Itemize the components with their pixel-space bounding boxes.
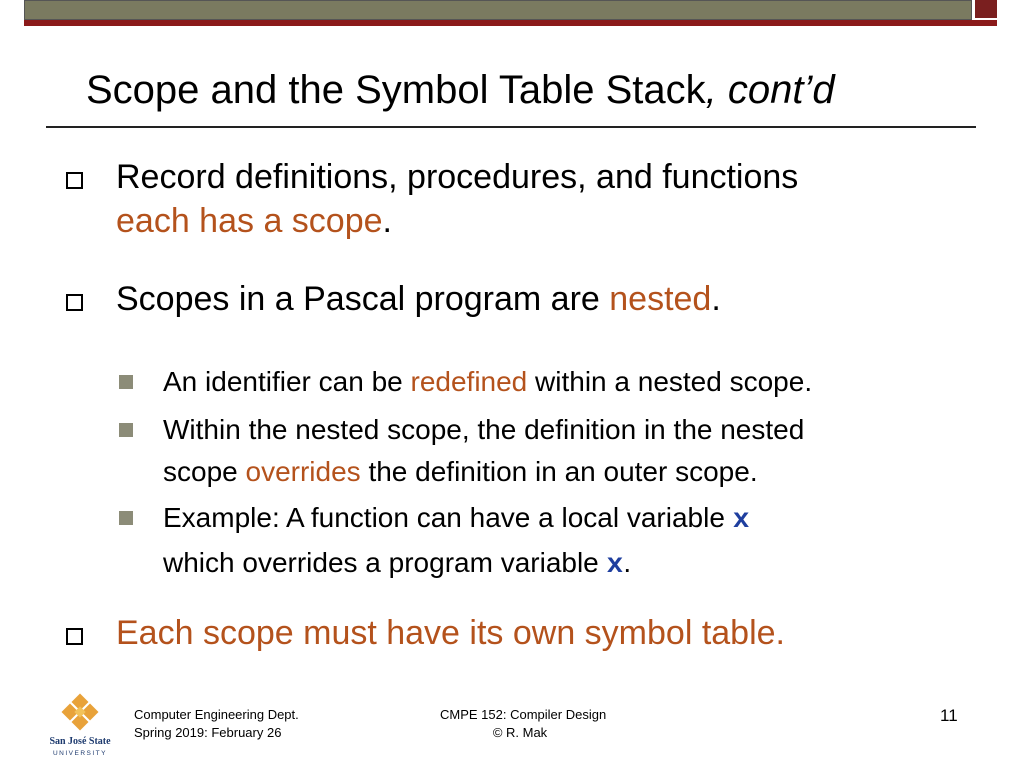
bullet-1-accent: each has a scope [116, 202, 383, 240]
bullet-2-text: Scopes in a Pascal program are [116, 280, 610, 318]
bullet-1-end: . [382, 202, 392, 240]
bullet-3 [116, 611, 976, 655]
footer-left [134, 706, 299, 742]
sub-bullet-2-pre: scope [163, 456, 246, 487]
filled-square-bullet-icon [119, 423, 133, 437]
sub-bullet-1-accent: redefined [410, 366, 528, 397]
sub-bullet-3-end: . [623, 547, 632, 578]
sub-bullet-1-post: within a nested scope. [527, 366, 813, 397]
footer-course: CMPE 152: Compiler Design [440, 707, 607, 722]
footer-center [440, 706, 607, 742]
sub-bullet-1 [163, 361, 983, 403]
logo-text-line2: UNIVERSITY [52, 750, 108, 757]
title-main: Scope and the Symbol Table Stack [86, 68, 706, 112]
bullet-1-line1: Record definitions, procedures, and functions [116, 158, 799, 196]
sub-bullet-3-pre: Example: A function can have a local variable [163, 502, 733, 533]
sub-bullet-3-line2 [163, 542, 983, 587]
hollow-square-bullet-icon [66, 294, 83, 311]
bullet-2-end: . [711, 280, 721, 318]
footer-date: Spring 2019: February 26 [134, 725, 282, 740]
filled-square-bullet-icon [119, 511, 133, 525]
sub-bullet-2-post: the definition in an outer scope. [360, 456, 758, 487]
sub-bullet-2-accent: overrides [245, 456, 361, 487]
code-variable-x: x [606, 550, 624, 581]
hollow-square-bullet-icon [66, 172, 83, 189]
title-underline [46, 126, 976, 128]
sub-bullet-3-line2-pre: which overrides a program variable [163, 547, 607, 578]
logo-text-line1: San José State [49, 736, 111, 747]
sub-bullet-3-line1 [163, 497, 983, 542]
top-corner-accent [975, 0, 997, 18]
sjsu-logo [40, 690, 120, 760]
bullet-1-line2 [116, 199, 976, 243]
sub-bullet-1-pre: An identifier can be [163, 366, 411, 397]
top-rule [24, 20, 997, 26]
title-suffix: , cont’d [705, 68, 835, 112]
sub-bullet-2-line1: Within the nested scope, the definition in the nested [163, 414, 805, 445]
sub-bullet-2-line2 [163, 451, 983, 493]
filled-square-bullet-icon [119, 375, 133, 389]
sub-bullet-3 [163, 497, 983, 587]
bullet-2 [116, 277, 976, 321]
bullet-2-accent: nested [609, 280, 712, 318]
bullet-3-accent: Each scope must have its own symbol table. [116, 614, 785, 652]
footer-dept: Computer Engineering Dept. [134, 707, 299, 722]
footer-author: © R. Mak [492, 725, 548, 740]
slide-title [86, 64, 986, 116]
bullet-1 [116, 155, 976, 243]
sub-bullet-2 [163, 409, 983, 493]
code-variable-x: x [732, 505, 750, 536]
page-number: 11 [940, 706, 958, 725]
hollow-square-bullet-icon [66, 628, 83, 645]
top-decorative-bar [24, 0, 972, 20]
